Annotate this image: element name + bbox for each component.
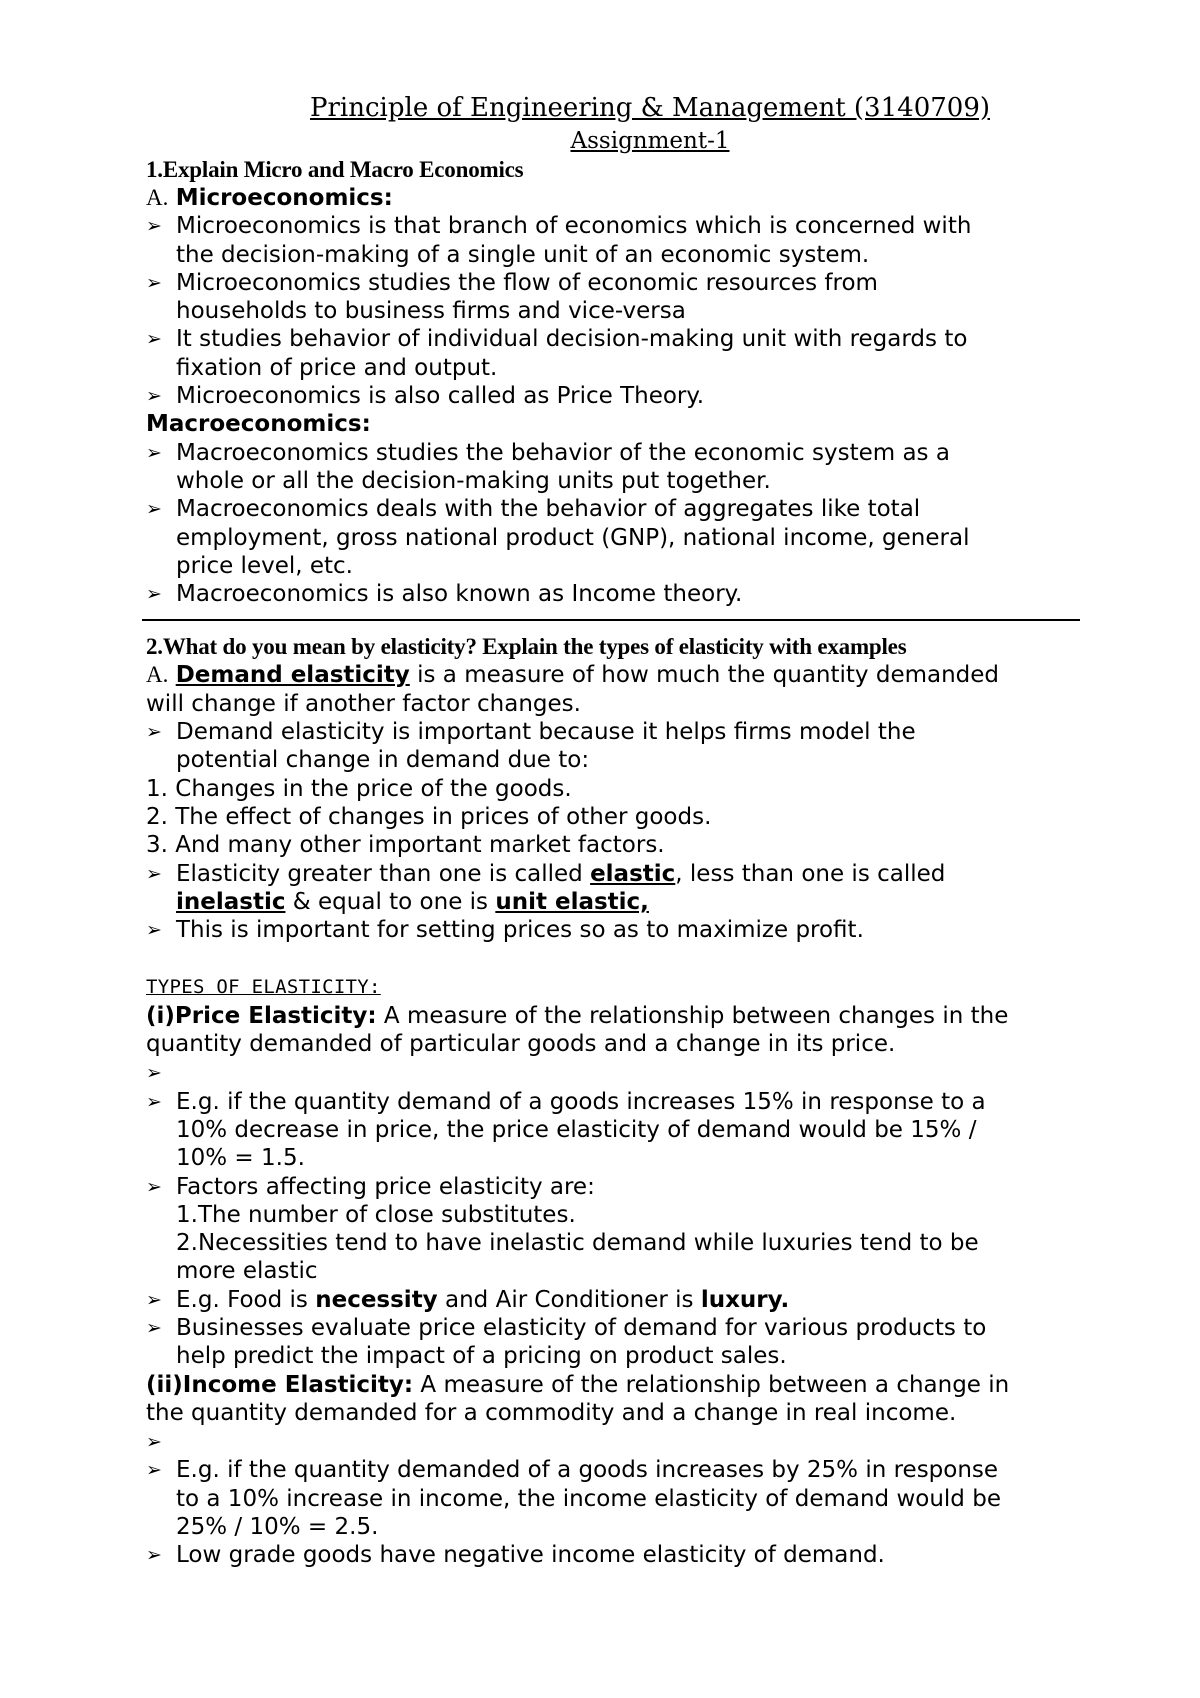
income-elasticity-label: (ii)Income Elasticity: [146,1371,414,1398]
question-2: 2.What do you mean by elasticity? Explain the types of elasticity with examples [146,634,907,660]
price-elasticity-label: (i)Price Elasticity: [146,1002,377,1029]
demand-elasticity-term: Demand elasticity [175,662,410,689]
factor-item: 1.The number of close substitutes. [176,1201,576,1228]
spacer [146,944,1076,972]
bullet-continuation: employment, gross national product (GNP), national income, general [176,524,970,551]
income-elasticity-line [146,1371,1076,1399]
bullet-continuation: 10% decrease in price, the price elasticity of demand would be 15% / [176,1116,977,1143]
bullet-item: ➢ Microeconomics is that branch of economics which is concerned with [146,212,1076,240]
document-title: Principle of Engineering & Management (3140709) [310,93,990,123]
bullet-item: ➢ Macroeconomics deals with the behavior of aggregates like total [146,495,1076,523]
necessity-term: necessity [315,1286,438,1313]
luxury-term: luxury. [700,1286,790,1313]
price-elasticity-def: A measure of the relationship between changes in the [376,1002,1009,1029]
bullet-continuation: the decision-making of a single unit of an economic system. [176,241,870,268]
food-pre: E.g. Food is [176,1286,316,1313]
bullet-continuation: whole or all the decision-making units put together. [176,467,771,494]
bullet-continuation: to a 10% increase in income, the income elasticity of demand would be [176,1485,1001,1512]
section-divider [142,619,1080,621]
definition-line [146,661,1076,689]
bullet-item: ➢ E.g. if the quantity demanded of a goods increases by 25% in response [146,1456,1076,1484]
definition-line-2: will change if another factor changes. [146,690,581,717]
bullet-continuation: 25% / 10% = 2.5. [176,1514,379,1541]
elastic-term: elastic [590,860,676,887]
bullet-continuation: 10% = 1.5. [176,1145,305,1172]
unit-elastic-term: unit elastic, [495,888,649,915]
income-elasticity-def: A measure of the relationship between a change in [413,1371,1010,1398]
bullet-continuation: fixation of price and output. [176,354,498,381]
answer-marker: A. [146,662,169,688]
bullet-item: ➢ Microeconomics is also called as Price Theory. [146,382,1076,410]
bullet-item: ➢ Macroeconomics studies the behavior of the economic system as a [146,439,1076,467]
bullet-item [146,860,1076,888]
price-elasticity-line [146,1002,1076,1030]
bullet-item [146,1286,1076,1314]
question-1: 1.Explain Micro and Macro Economics [146,157,524,182]
bullet-item: ➢ Businesses evaluate price elasticity of demand for various products to [146,1314,1076,1342]
document-body [146,156,1076,1570]
assignment-subtitle: Assignment-1 [570,128,730,154]
bullet-item: ➢ Demand elasticity is important because it helps firms model the [146,718,1076,746]
macro-heading: Macroeconomics: [146,411,371,438]
bullet-item: ➢ This is important for setting prices so as to maximize profit. [146,916,1076,944]
numbered-item: 1. Changes in the price of the goods. [146,775,572,802]
types-heading: TYPES OF ELASTICITY: [146,976,381,999]
bullet-item: ➢ E.g. if the quantity demand of a goods increases 15% in response to a [146,1088,1076,1116]
bullet-continuation: potential change in demand due to: [176,747,590,774]
bullet-item: ➢ Microeconomics studies the flow of economic resources from [146,269,1076,297]
income-elasticity-def-2: the quantity demanded for a commodity and a change in real income. [146,1399,957,1426]
micro-heading-line [146,184,1076,212]
bullet-continuation [146,888,1076,916]
food-mid: and Air Conditioner is [437,1286,701,1313]
bullet-item: ➢ Factors affecting price elasticity are: [146,1173,1076,1201]
numbered-item: 3. And many other important market factors. [146,832,665,859]
definition-text: is a measure of how much the quantity demanded [409,662,1000,689]
bullet-continuation: households to business firms and vice-versa [176,298,686,325]
bullet-continuation: price level, etc. [176,552,353,579]
factor-item: 2.Necessities tend to have inelastic demand while luxuries tend to be [176,1230,979,1257]
bullet-item: ➢ It studies behavior of individual decision-making unit with regards to [146,325,1076,353]
empty-bullet [146,1427,1076,1456]
micro-heading: Microeconomics: [175,185,393,211]
factor-item: more elastic [176,1258,318,1285]
inelastic-term: inelastic [176,888,286,915]
bullet-continuation: help predict the impact of a pricing on product sales. [176,1343,787,1370]
types-heading-line [146,972,1076,1001]
bullet-item: ➢ Low grade goods have negative income elasticity of demand. [146,1541,1076,1569]
numbered-item: 2. The effect of changes in prices of other goods. [146,803,712,830]
elastic-post: , less than one is called [675,860,946,887]
answer-marker: A. [146,185,169,210]
inelastic-post: & equal to one is [285,888,496,915]
price-elasticity-def-2: quantity demanded of particular goods and a change in its price. [146,1031,896,1058]
empty-bullet [146,1058,1076,1087]
elastic-pre: Elasticity greater than one is called [176,860,591,887]
bullet-item: ➢ Macroeconomics is also known as Income theory. [146,580,1076,608]
